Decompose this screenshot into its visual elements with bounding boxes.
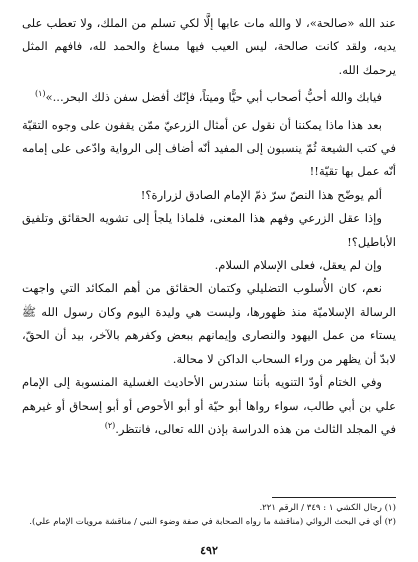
paragraph-5: وإذا عقل الزرعي وفهم هذا المعنى، فلماذا يلجأ إلى تشويه الحقائق وتلفيق الأباطيل؟! — [22, 211, 396, 249]
paragraph-2 — [22, 86, 396, 109]
paragraph-4: ألم يوضّح هذا النصّ سرّ ذمّ الإمام الصادق لزرارة؟! — [140, 187, 382, 202]
footnote-mark-1: (١) — [34, 89, 46, 99]
page-number: ٤٩٢ — [200, 544, 218, 557]
paragraph-2-text: فيابك والله أحبُّ أصحاب أبي حيًّا وميتاً، فإنّك أفضل سفن ذلك البحر...» — [45, 90, 382, 105]
footnote-divider — [272, 497, 396, 498]
paragraph-8 — [22, 371, 396, 441]
paragraph-8-text: وفي الختام أودّ التنويه بأننا سندرس الأحاديث الغسلية المنسوبة إلى الإمام علي بن أبي طالب، سواء رواها أبو حيّة أو أبو الأحوص أو أبو إسحاق أو غيرهم في المجلد الثالث من هذه الدراسة بإذن الله تعالى، فانتظر. — [22, 375, 396, 436]
footnotes — [22, 502, 396, 529]
paragraph-7: نعم، كان الأُسلوب التضليلي وكتمان الحقائق من أهم المكائد التي واجهت الرسالة الإسلاميّة منذ ظهورها، وليست هي وليدة اليوم وكان رسول الله ﷺ يستاء من عمل اليهود والنصارى وإيمانهم ببعض وكفرهم بالآخر، بيد أن الحقّ، لابدّ أن يظهر من وراء السحاب الداكن لا محالة. — [22, 281, 396, 366]
footnote-2: (٢) أي في البحث الروائي (مناقشة ما رواه الصحابة في صفة وضوء النبي / مناقشة مرويات الإمام علي). — [29, 516, 396, 527]
paragraph-1: عند الله «صالحة»، لا والله مات عابها إلَّا لكي تسلم من الملك، ولا تعطب على يديه، ولقد كانت صالحة، ليس العيب فيها مساغ والحمد لله، فافهم المثل يرحمك الله. — [22, 16, 396, 77]
footnote-1: (١) رجال الكشي ١ : ٣٤٩ / الرقم ٢٢١. — [259, 503, 396, 513]
paragraph-6: وإن لم يعقل، فعلى الإسلام السلام. — [214, 258, 382, 273]
footnote-mark-2: (٢) — [104, 421, 116, 431]
paragraph-3: بعد هذا ماذا يمكننا أن نقول عن أمثال الزرعيّ ممّن يقفون على وجوه التقيّة في كتب الشيعة ثُمّ ينسبون إلى المفيد أنّه أضاف إلى الرواية وادّعى على إمامه أنّه عمل بها تقيّة!! — [22, 117, 396, 179]
main-text — [22, 12, 396, 441]
